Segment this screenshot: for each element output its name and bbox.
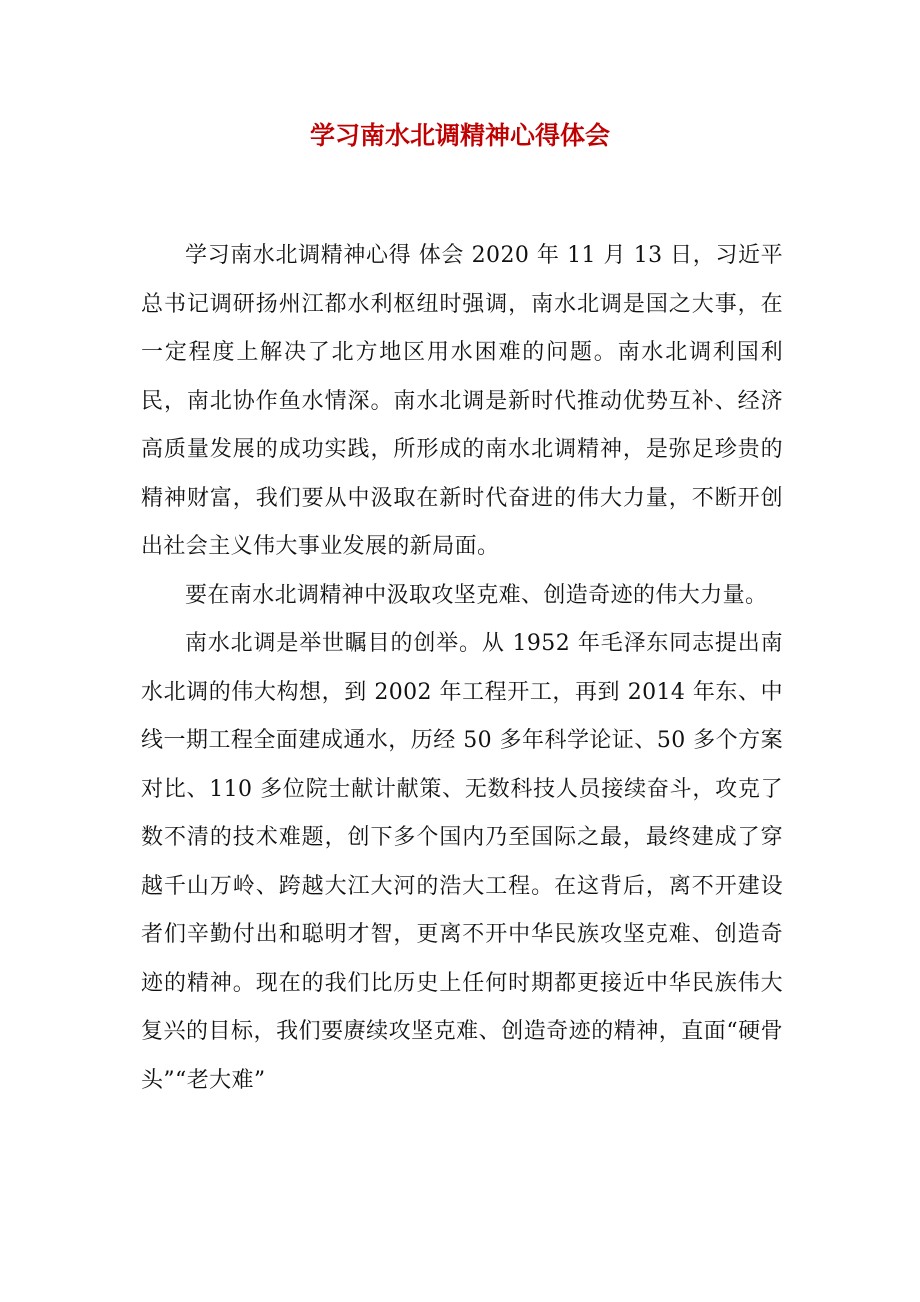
document-body: [141, 232, 783, 1105]
paragraph: 要在南水北调精神中汲取攻坚克难、创造奇迹的伟大力量。: [185, 582, 768, 608]
document-title: 学习南水北调精神心得体会: [309, 121, 610, 150]
paragraph: 学习南水北调精神心得 体会 2020 年 11 月 13 日，习近平总书记调研扬州江都水利枢纽时强调，南水北调是国之大事，在一定程度上解决了北方地区用水困难的问题。南水北调利国利民，南北协作鱼水情深。南水北调是新时代推动优势互补、经济高质量发展的成功实践，所形成的南水北调精神，是弥足珍贵的精神财富，我们要从中汲取在新时代奋进的伟大力量，不断开创出社会主义伟大事业发展的新局面。: [141, 243, 783, 559]
paragraph: 南水北调是举世瞩目的创举。从 1952 年毛泽东同志提出南水北调的伟大构想，到 2002 年工程开工，再到 2014 年东、中线一期工程全面建成通水，历经 50 多年科学论证、50 多个方案对比、110 多位院士献计献策、无数科技人员接续奋斗，攻克了数不清的技术难题，创下多个国内乃至国际之最，最终建成了穿越千山万岭、跨越大江大河的浩大工程。在这背后，离不开建设者们辛勤付出和聪明才智，更离不开中华民族攻坚克难、创造奇迹的精神。现在的我们比历史上任何时期都更接近中华民族伟大复兴的目标，我们要赓续攻坚克难、创造奇迹的精神，直面“硬骨头”“老大难”: [141, 631, 783, 1093]
